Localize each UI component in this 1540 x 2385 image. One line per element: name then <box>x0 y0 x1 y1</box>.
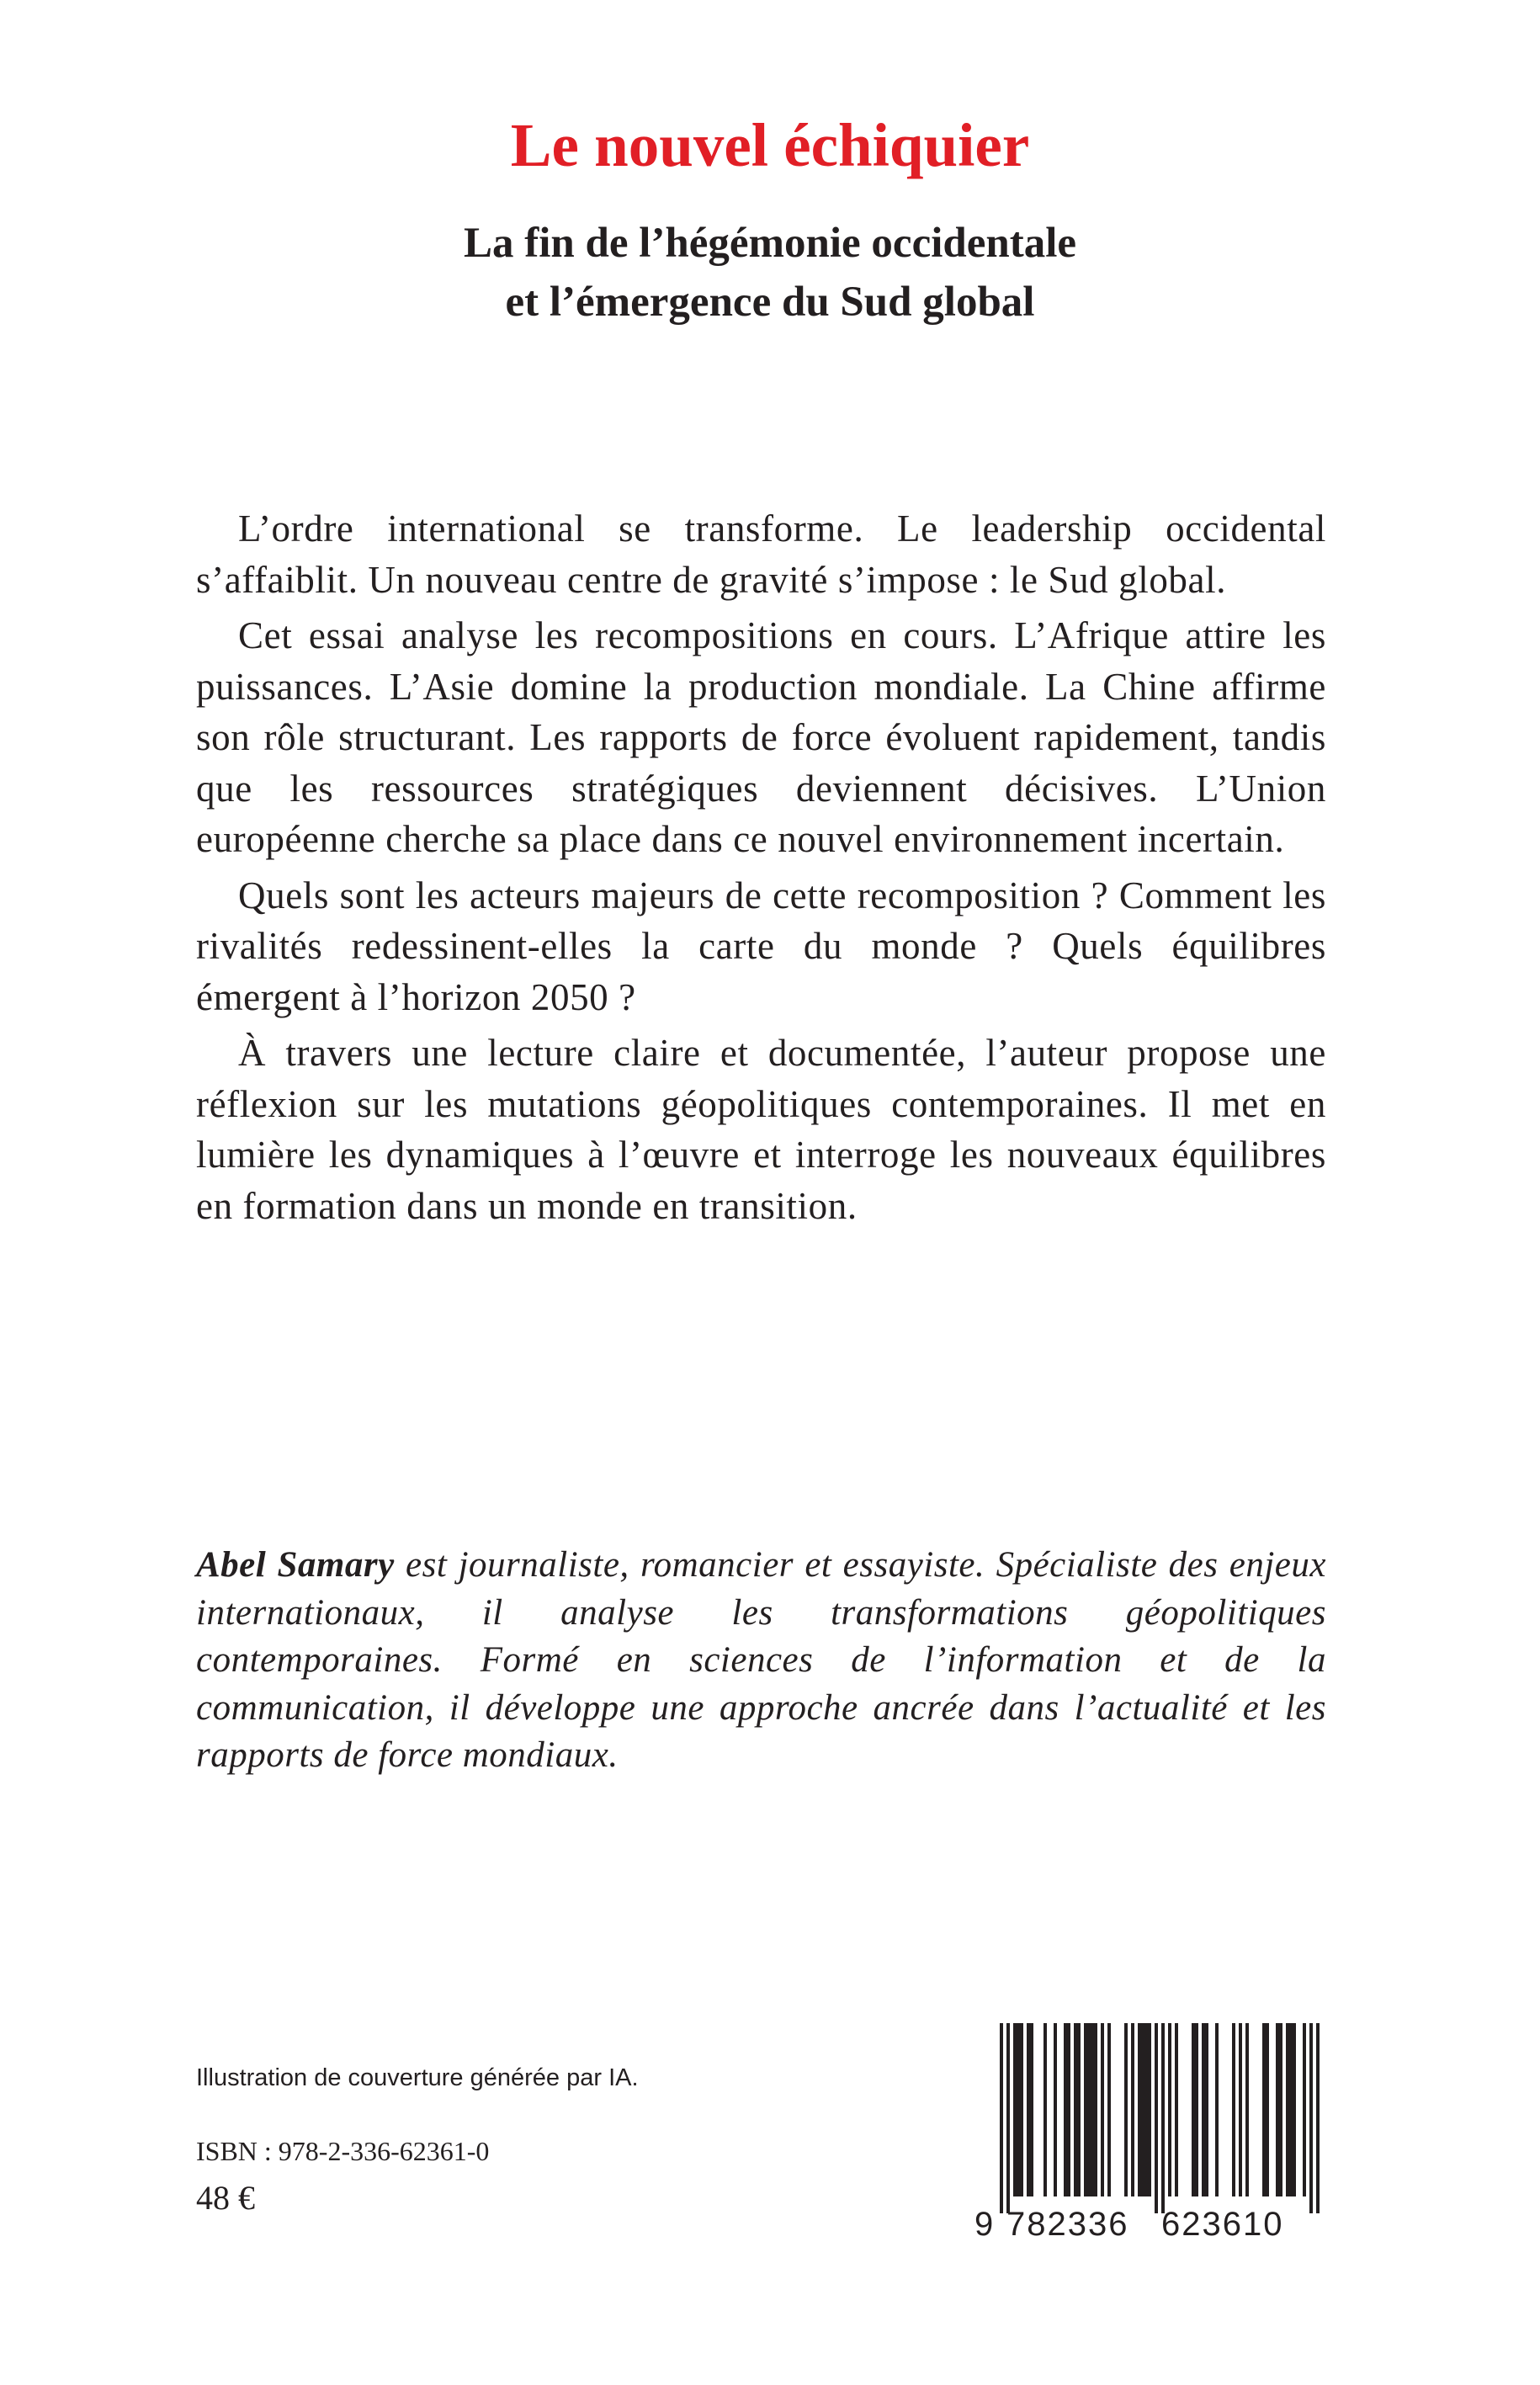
barcode-bar <box>1064 2023 1067 2196</box>
barcode-bar <box>1215 2023 1219 2196</box>
barcode-bar <box>1168 2023 1171 2196</box>
barcode-bar <box>1276 2023 1279 2196</box>
isbn-number: ISBN : 978-2-336-62361-0 <box>196 2136 490 2166</box>
author-bio-text: est journaliste, romancier et essayiste. Spécialiste des enjeux internationaux, il analyse les transformations géopolitiques contemporaines. Formé en sciences de l’information et de la communication, il développe une approche ancrée dans l’actualité et les rapports de force mondiaux. <box>196 1545 1326 1775</box>
barcode-bar <box>1054 2023 1057 2196</box>
barcode-bar <box>1043 2023 1047 2196</box>
barcode-bar <box>1020 2023 1023 2196</box>
barcode-bar <box>1091 2023 1094 2196</box>
barcode-bar <box>1027 2023 1030 2196</box>
barcode <box>974 2023 1326 2239</box>
subtitle-line-1: La fin de l’hégémonie occidentale <box>463 220 1077 267</box>
barcode-bar <box>1155 2023 1158 2213</box>
barcode-bar <box>1017 2023 1020 2196</box>
barcode-bar <box>1192 2023 1195 2196</box>
blurb-paragraph: À travers une lecture claire et documentée, l’auteur propose une réflexion sur les mutations géopolitiques contemporaines. Il met en lumière les dynamiques à l’œuvre et interroge les nouveaux équilibres en formation dans un monde en transition. <box>196 1032 1326 1227</box>
barcode-bar <box>1202 2023 1205 2196</box>
barcode-bar <box>1161 2023 1165 2213</box>
barcode-digit-first: 9 <box>974 2206 994 2239</box>
barcode-bar <box>1094 2023 1097 2196</box>
barcode-bar <box>1175 2023 1178 2196</box>
blurb-paragraph: Quels sont les acteurs majeurs de cette recomposition ? Comment les rivalités redessinent-elles la carte du monde ? Quels équilibres émergent à l’horizon 2050 ? <box>196 874 1326 1018</box>
barcode-bar <box>1293 2023 1296 2196</box>
barcode-bar <box>1138 2023 1141 2196</box>
barcode-digits-right: 623610 <box>1161 2206 1284 2239</box>
barcode-bar <box>1013 2023 1017 2196</box>
barcode-bar <box>1084 2023 1087 2196</box>
barcode-bar <box>1286 2023 1289 2196</box>
barcode-bar <box>1262 2023 1266 2196</box>
blurb-paragraph: L’ordre international se transforme. Le leadership occidental s’affaiblit. Un nouveau centre de gravité s’impose : le Sud global. <box>196 507 1326 601</box>
book-subtitle <box>0 214 1540 332</box>
barcode-bar <box>1245 2023 1249 2196</box>
subtitle-line-2: et l’émergence du Sud global <box>505 279 1035 326</box>
barcode-bar <box>1131 2023 1134 2196</box>
barcode-bar <box>1232 2023 1235 2196</box>
author-name: Abel Samary <box>196 1545 395 1585</box>
barcode-bar <box>1195 2023 1198 2196</box>
barcode-bar <box>1316 2023 1320 2213</box>
barcode-bar <box>1144 2023 1148 2196</box>
illustration-credit: Illustration de couverture générée par IA. <box>196 2064 639 2091</box>
barcode-bar <box>1279 2023 1282 2196</box>
barcode-bar <box>1148 2023 1151 2196</box>
barcode-bar <box>1289 2023 1293 2196</box>
book-title: Le nouvel échiquier <box>510 111 1030 179</box>
barcode-bar <box>1067 2023 1070 2196</box>
barcode-bar <box>1006 2023 1010 2213</box>
author-bio <box>196 1542 1326 1780</box>
barcode-bar <box>1087 2023 1091 2196</box>
barcode-bar <box>1303 2023 1306 2196</box>
blurb-paragraph: Cet essai analyse les recompositions en cours. L’Afrique attire les puissances. L’Asie domine la production mondiale. La Chine affirme son rôle structurant. Les rapports de force évoluent rapidement, tandis que les ressources stratégiques deviennent décisives. L’Union européenne cherche sa place dans ce nouvel environnement incertain. <box>196 614 1326 860</box>
barcode-bar <box>1030 2023 1033 2196</box>
barcode-bar <box>1309 2023 1313 2213</box>
barcode-bar <box>1000 2023 1003 2213</box>
back-cover-blurb <box>196 503 1326 1236</box>
barcode-bar <box>1074 2023 1077 2196</box>
price: 48 € <box>196 2179 255 2217</box>
barcode-bar <box>1107 2023 1111 2196</box>
barcode-bar <box>1101 2023 1104 2196</box>
barcode-bar <box>1124 2023 1128 2196</box>
barcode-bar <box>1266 2023 1269 2196</box>
barcode-graphic <box>974 2023 1326 2239</box>
barcode-digits-left: 782336 <box>1006 2206 1129 2239</box>
barcode-bar <box>1239 2023 1242 2196</box>
barcode-bar <box>1205 2023 1208 2196</box>
barcode-bar <box>1077 2023 1081 2196</box>
barcode-bar <box>1141 2023 1144 2196</box>
